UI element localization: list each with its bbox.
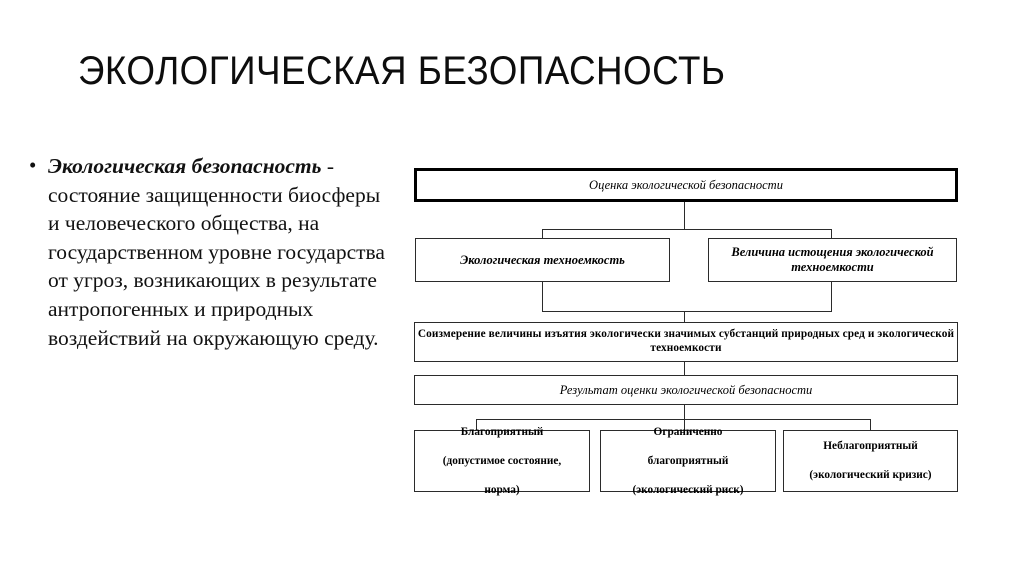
connector-outcome-bus (476, 419, 871, 420)
connector-root-down (684, 202, 685, 230)
node-outcome-limited-line1: Ограниченно (653, 425, 723, 438)
definition-text: - состояние защищенности биосферы и человеческого общества, на государственном уровне государства от угроз, возникающих в результате антропогенных и природных воздействий на окружающую среду. (48, 154, 385, 350)
node-depletion (708, 238, 957, 282)
node-outcome-limited-line2: благоприятный (647, 454, 729, 467)
node-outcome-favorable-line2: (допустимое состояние, (442, 454, 562, 467)
node-technocapacity-label: Экологическая техноемкость (460, 252, 625, 267)
definition-block (24, 152, 394, 352)
node-depletion-label: Величина истощения экологической техноемкости (731, 245, 934, 274)
connector-row2-bus (542, 229, 832, 230)
connector-merge-bus (542, 311, 832, 312)
node-technocapacity (415, 238, 670, 282)
connector-comparison-result (684, 362, 685, 376)
node-assessment-label: Оценка экологической безопасности (589, 177, 783, 192)
node-outcome-favorable-line3: норма) (484, 483, 520, 496)
node-assessment (414, 168, 958, 202)
node-outcome-limited-line3: (экологический риск) (632, 483, 744, 496)
node-outcome-favorable (414, 425, 590, 496)
bullet-icon: • (29, 153, 37, 177)
page-title: ЭКОЛОГИЧЕСКАЯ БЕЗОПАСНОСТЬ (78, 49, 726, 93)
connector-depletion-down (831, 282, 832, 312)
node-outcome-unfavorable-label (809, 439, 931, 482)
node-outcome-favorable-label (443, 425, 562, 497)
node-outcome-unfavorable-line1: Неблагоприятный (823, 440, 918, 453)
node-outcome-unfavorable-line2: (экологический кризис) (809, 469, 932, 482)
node-outcome-unfavorable (783, 430, 958, 492)
connector-tech-down (542, 282, 543, 312)
definition-term: Экологическая безопасность (48, 154, 322, 178)
node-outcome-limited (600, 425, 776, 496)
node-outcome-limited-label (632, 425, 743, 497)
node-comparison-label: Соизмерение величины изъятия экологически значимых субстанций природных сред и экологической техноемкости (417, 328, 955, 354)
node-comparison (414, 322, 958, 362)
list-item (24, 152, 394, 352)
node-result-label: Результат оценки экологической безопасности (559, 382, 813, 397)
connector-result-down (684, 405, 685, 420)
node-outcome-favorable-line1: Благоприятный (460, 425, 544, 438)
node-result (414, 375, 958, 405)
eco-safety-flowchart (412, 160, 960, 500)
